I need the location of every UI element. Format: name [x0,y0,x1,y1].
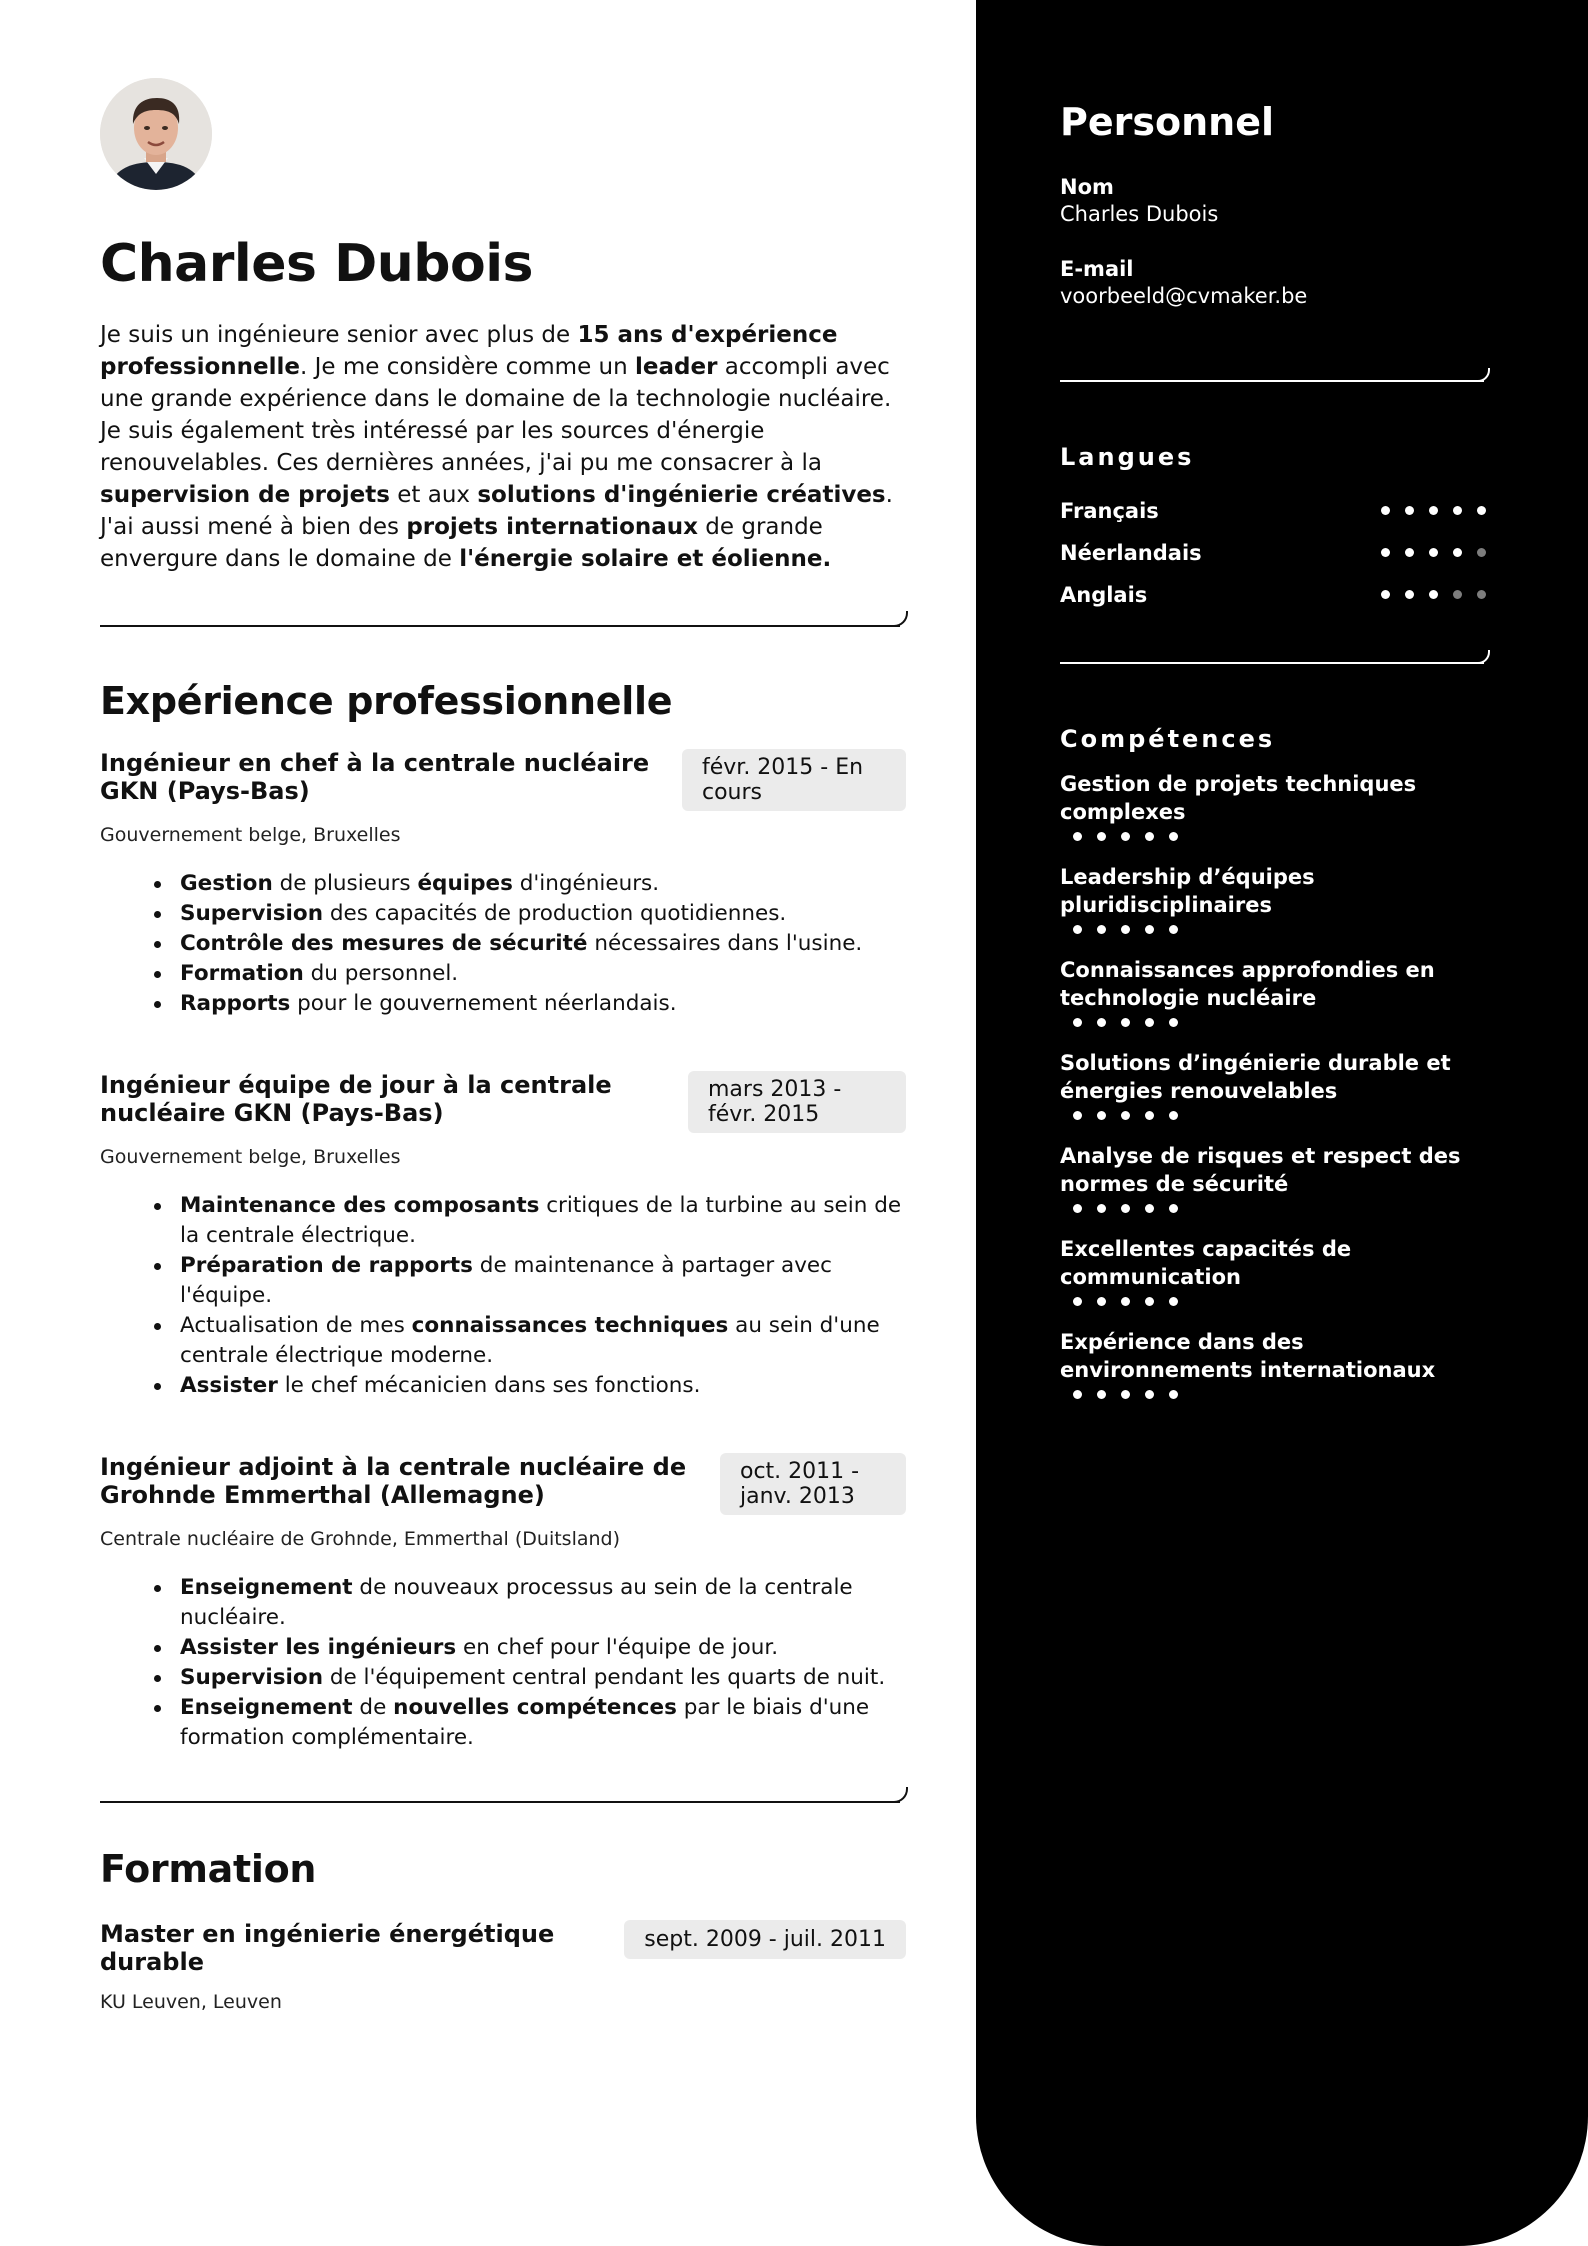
bullet-item: Supervision des capacités de production quotidiennes. [180,899,906,929]
school-name: KU Leuven, Leuven [100,1991,282,2014]
skill-name: Excellentes capacités de communication [1060,1236,1352,1289]
skill-name: Connaissances approfondies en technologie nucléaire [1060,957,1435,1010]
bullet-item: Contrôle des mesures de sécurité nécessaires dans l'usine. [180,929,906,959]
experience-item [100,1453,906,1753]
level-dot-filled [1097,1018,1106,1027]
bullet-item: Gestion de plusieurs équipes d'ingénieurs. [180,869,906,899]
level-dots [1060,925,1488,934]
main-column [100,78,906,2014]
level-dot-empty [1453,590,1462,599]
language-name: Français [1060,498,1159,523]
date-badge: oct. 2011 - janv. 2013 [720,1453,906,1515]
level-dot-filled [1121,1390,1130,1399]
person-photo-icon [100,78,212,190]
experience-item [100,749,906,1019]
skill-name: Gestion de projets techniques complexes [1060,771,1417,824]
level-dot-filled [1381,590,1390,599]
level-dot-filled [1453,506,1462,515]
degree-title: Master en ingénierie énergétique durable [100,1920,555,1977]
bullet-item: Actualisation de mes connaissances techniques au sein d'une centrale électrique moderne. [180,1311,906,1371]
section-divider [1060,662,1484,664]
level-dot-filled [1073,1111,1082,1120]
level-dot-filled [1097,1111,1106,1120]
level-dots [1060,1297,1488,1306]
level-dot-filled [1121,832,1130,841]
job-bullets [100,869,906,1019]
skill-name: Solutions d’ingénierie durable et énergies renouvelables [1060,1050,1451,1103]
bullet-item: Rapports pour le gouvernement néerlandais. [180,989,906,1019]
level-dot-filled [1381,548,1390,557]
skill-name: Leadership d’équipes pluridisciplinaires [1060,864,1315,917]
education-heading: Formation [100,1846,317,1891]
level-dot-filled [1405,548,1414,557]
languages-heading: Langues [1060,442,1195,471]
skill-item [1060,956,1488,1027]
bullet-item: Supervision de l'équipement central pendant les quarts de nuit. [180,1663,906,1693]
bullet-item: Maintenance des composants critiques de la turbine au sein de la centrale électrique. [180,1191,906,1251]
level-dot-filled [1097,1297,1106,1306]
level-dot-filled [1121,1297,1130,1306]
skill-item [1060,1142,1488,1213]
level-dot-filled [1073,1297,1082,1306]
job-title: Ingénieur adjoint à la centrale nucléaire de Grohnde Emmerthal (Allemagne) [100,1452,687,1509]
level-dot-filled [1145,1204,1154,1213]
language-name: Anglais [1060,582,1148,607]
skill-name: Analyse de risques et respect des normes de sécurité [1060,1143,1461,1196]
level-dot-filled [1145,1390,1154,1399]
level-dot-filled [1073,1018,1082,1027]
bullet-item: Préparation de rapports de maintenance à partager avec l'équipe. [180,1251,906,1311]
date-badge: mars 2013 - févr. 2015 [688,1071,906,1133]
sidebar-panel [976,0,1588,2246]
level-dots [1060,832,1488,841]
skill-item [1060,770,1488,841]
level-dot-empty [1477,548,1486,557]
experience-heading: Expérience professionnelle [100,679,673,724]
job-title: Ingénieur en chef à la centrale nucléaire GKN (Pays-Bas) [100,748,650,805]
level-dot-filled [1429,590,1438,599]
level-dot-filled [1169,1297,1178,1306]
experience-item [100,1071,906,1401]
level-dots [1060,1204,1488,1213]
level-dot-filled [1145,1297,1154,1306]
level-dot-filled [1169,1018,1178,1027]
level-dot-filled [1097,1204,1106,1213]
level-dot-filled [1073,925,1082,934]
job-bullets [100,1191,906,1401]
skill-name: Expérience dans des environnements internationaux [1060,1329,1436,1382]
bullet-item: Enseignement de nouvelles compétences par le biais d'une formation complémentaire. [180,1693,906,1753]
level-dot-filled [1145,1018,1154,1027]
date-badge: févr. 2015 - En cours [682,749,906,811]
section-divider [100,625,900,627]
level-dot-filled [1097,832,1106,841]
name-value: Charles Dubois [1060,201,1219,226]
level-dots [1381,506,1488,515]
level-dot-filled [1477,506,1486,515]
level-dot-filled [1169,1204,1178,1213]
level-dot-filled [1145,925,1154,934]
profile-summary: Je suis un ingénieure senior avec plus de 15 ans d'expérience professionnelle. Je me considère comme un leader accompli avec une grande expérience dans le domaine de la technologie nucléaire. Je suis également très intéressé par les sources d'énergie renouvelables. Ces dernières années, j'ai pu me consacrer à la supervision de projets et aux solutions d'ingénierie créatives. J'ai aussi mené à bien des projets internationaux de grande envergure dans le domaine de l'énergie solaire et éolienne. [100,322,893,573]
job-employer: Gouvernement belge, Bruxelles [100,823,401,846]
level-dot-filled [1121,1018,1130,1027]
level-dot-filled [1145,1111,1154,1120]
level-dot-filled [1145,832,1154,841]
section-divider [100,1801,900,1803]
level-dots [1060,1111,1488,1120]
level-dot-filled [1429,506,1438,515]
level-dots [1381,548,1488,557]
job-employer: Gouvernement belge, Bruxelles [100,1145,401,1168]
level-dot-filled [1073,1204,1082,1213]
level-dot-filled [1073,1390,1082,1399]
level-dot-filled [1121,1204,1130,1213]
level-dot-filled [1121,925,1130,934]
candidate-name: Charles Dubois [100,234,533,294]
level-dot-filled [1169,925,1178,934]
name-label: Nom [1060,174,1114,199]
bullet-item: Assister le chef mécanicien dans ses fonctions. [180,1371,906,1401]
skill-item [1060,1049,1488,1120]
email-value: voorbeeld@cvmaker.be [1060,283,1308,308]
language-item [1060,490,1488,532]
skill-item [1060,1328,1488,1399]
bullet-item: Formation du personnel. [180,959,906,989]
skill-item [1060,1235,1488,1306]
job-employer: Centrale nucléaire de Grohnde, Emmerthal (Duitsland) [100,1527,621,1550]
language-name: Néerlandais [1060,540,1202,565]
skill-list [1060,770,1488,1399]
bullet-item: Enseignement de nouveaux processus au sein de la centrale nucléaire. [180,1573,906,1633]
email-label: E-mail [1060,256,1134,281]
level-dot-filled [1453,548,1462,557]
language-list [1060,490,1488,616]
level-dot-filled [1097,925,1106,934]
level-dot-filled [1169,832,1178,841]
section-divider [1060,380,1484,382]
level-dot-filled [1381,506,1390,515]
level-dot-filled [1405,506,1414,515]
bullet-item: Assister les ingénieurs en chef pour l'équipe de jour. [180,1633,906,1663]
skill-item [1060,863,1488,934]
skills-heading: Compétences [1060,724,1276,753]
level-dot-filled [1429,548,1438,557]
level-dot-filled [1169,1111,1178,1120]
job-bullets [100,1573,906,1753]
job-title: Ingénieur équipe de jour à la centrale nucléaire GKN (Pays-Bas) [100,1070,612,1127]
language-item [1060,532,1488,574]
level-dot-filled [1073,832,1082,841]
date-badge: sept. 2009 - juil. 2011 [624,1920,906,1959]
level-dot-filled [1097,1390,1106,1399]
level-dot-filled [1405,590,1414,599]
personal-heading: Personnel [1060,100,1274,144]
level-dots [1060,1018,1488,1027]
level-dot-filled [1121,1111,1130,1120]
avatar [100,78,212,190]
level-dot-empty [1477,590,1486,599]
level-dot-filled [1169,1390,1178,1399]
education-item [100,1920,906,2014]
language-item [1060,574,1488,616]
level-dots [1381,590,1488,599]
level-dots [1060,1390,1488,1399]
